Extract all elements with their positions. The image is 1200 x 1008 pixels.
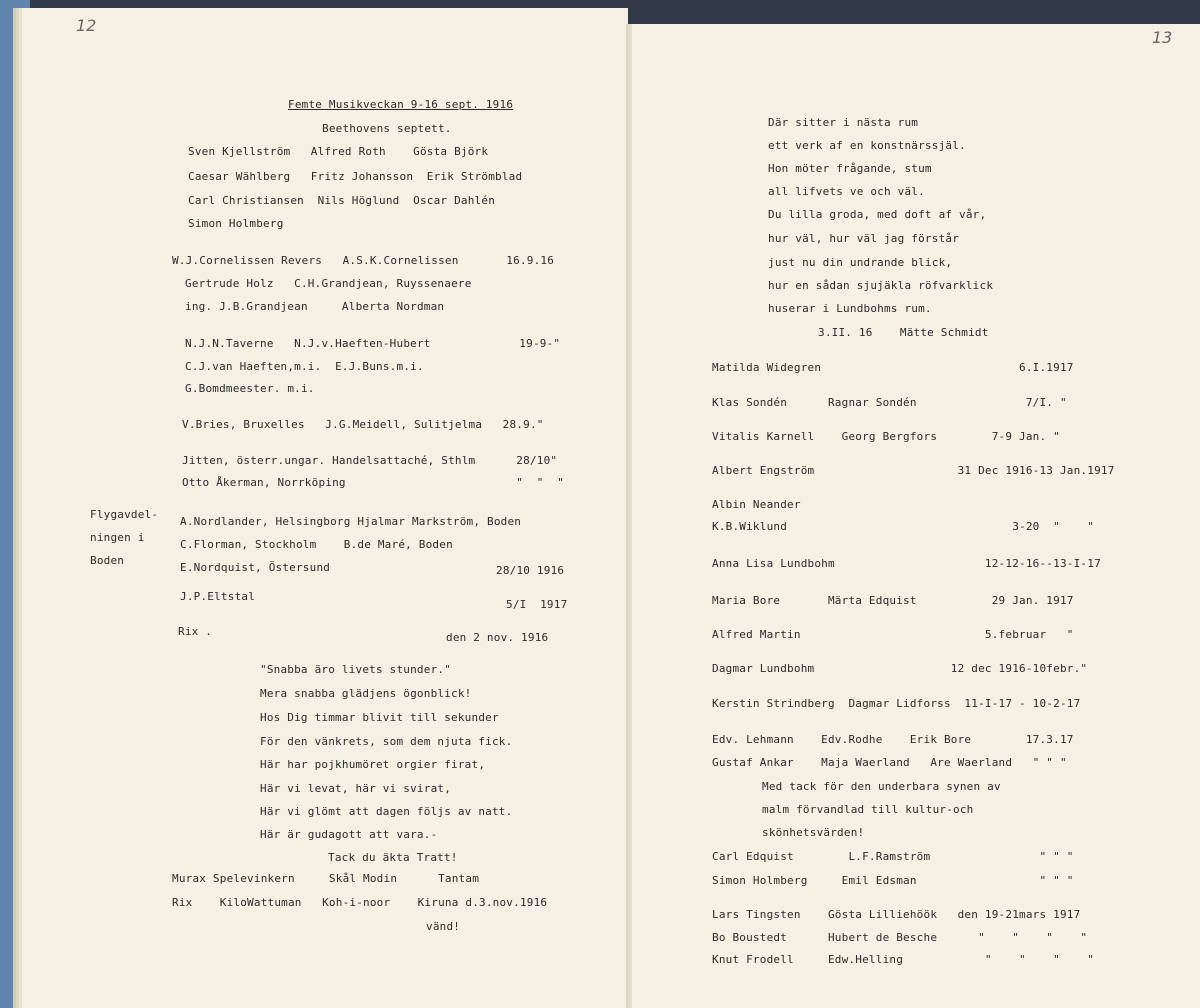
margin-note: Flygavdel- [90,508,159,521]
guest-entry: K.B.Wiklund 3-20 " " [712,520,1095,533]
text-line: V.Bries, Bruxelles J.G.Meidell, Sulitjelma 28.9." [182,418,544,431]
text-line: E.Nordquist, Östersund [180,561,331,574]
guest-entry: Alfred Martin 5.februar " [712,628,1074,641]
poem-line: Hon möter frågande, stum [768,162,932,175]
poem-line: Du lilla groda, med doft af vår, [768,208,987,221]
margin-note: ningen i [90,531,145,544]
guest-entry: Bo Boustedt Hubert de Besche " " " " [712,931,1088,944]
poem-line: "Snabba äro livets stunder." [260,663,452,676]
signature-line: Murax Spelevinkern Skål Modin Tantam [172,872,480,885]
guest-entry: Vitalis Karnell Georg Bergfors 7-9 Jan. " [712,430,1060,443]
guest-entry: Kerstin Strindberg Dagmar Lidforss 11-I-17 - 10-2-17 [712,697,1081,710]
text-line: Rix . [178,625,213,638]
text-line: vänd! [426,920,461,933]
poem-line: Här är gudagott att vara.- [260,828,438,841]
text-line: Simon Holmberg [188,217,284,230]
text-line: 5/I 1917 [506,598,568,611]
text-line: Beethovens septett. [322,122,452,135]
poem-line: huserar i Lundbohms rum. [768,302,932,315]
poem-line: Mera snabba glädjens ögonblick! [260,687,472,700]
text-line: A.Nordlander, Helsingborg Hjalmar Markström, Boden [180,515,522,528]
text-line: Sven Kjellström Alfred Roth Gösta Björk [188,145,489,158]
poem-line: hur en sådan sjujäkla röfvarklick [768,279,994,292]
guest-entry: Gustaf Ankar Maja Waerland Are Waerland " " " [712,756,1067,769]
guest-entry: Lars Tingsten Gösta Lilliehöök den 19-21mars 1917 [712,908,1081,921]
poem-line: malm förvandlad till kultur-och [762,803,974,816]
signature-line: Rix KiloWattuman Koh-i-noor Kiruna d.3.nov.1916 [172,896,548,909]
signature-line: 3.II. 16 Mätte Schmidt [818,326,989,339]
guest-entry: Albert Engström 31 Dec 1916-13 Jan.1917 [712,464,1115,477]
text-line: Carl Christiansen Nils Höglund Oscar Dahlén [188,194,496,207]
text-line: J.P.Eltstal [180,590,256,603]
text-line: Otto Åkerman, Norrköping " " " [182,476,565,489]
poem-line: hur väl, hur väl jag förstår [768,232,960,245]
poem-line: Tack du äkta Tratt! [328,851,458,864]
guest-entry: Matilda Widegren 6.I.1917 [712,361,1074,374]
left-page-number: 12 [76,16,97,35]
text-line: den 2 nov. 1916 [446,631,549,644]
right-page [632,24,1200,1008]
text-line: Jitten, österr.ungar. Handelsattaché, Sthlm 28/10" [182,454,558,467]
page-title: Femte Musikveckan 9-16 sept. 1916 [288,98,514,111]
text-line: C.Florman, Stockholm B.de Maré, Boden [180,538,453,551]
text-line: Gertrude Holz C.H.Grandjean, Ruyssenaere [185,277,472,290]
margin-note: Boden [90,554,125,567]
text-line: C.J.van Haeften,m.i. E.J.Buns.m.i. [185,360,424,373]
guest-entry: Dagmar Lundbohm 12 dec 1916-10febr." [712,662,1088,675]
poem-line: Där sitter i nästa rum [768,116,919,129]
poem-line: ett verk af en konstnärssjäl. [768,139,966,152]
text-line: W.J.Cornelissen Revers A.S.K.Cornelissen 16.9.16 [172,254,555,267]
guest-entry: Simon Holmberg Emil Edsman " " " [712,874,1074,887]
guest-entry: Albin Neander [712,498,801,511]
guest-entry: Klas Sondén Ragnar Sondén 7/I. " [712,396,1067,409]
poem-line: just nu din undrande blick, [768,256,953,269]
poem-line: Med tack för den underbara synen av [762,780,1001,793]
poem-line: all lifvets ve och väl. [768,185,925,198]
poem-line: För den vänkrets, som dem njuta fick. [260,735,513,748]
right-page-number: 13 [1152,28,1173,47]
text-line: Caesar Wählberg Fritz Johansson Erik Strömblad [188,170,523,183]
text-line: ing. J.B.Grandjean Alberta Nordman [185,300,445,313]
poem-line: Här vi levat, här vi svirat, [260,782,452,795]
left-page [22,8,628,1008]
text-line: 28/10 1916 [496,564,565,577]
poem-line: Här har pojkhumöret orgier firat, [260,758,486,771]
guest-entry: Maria Bore Märta Edquist 29 Jan. 1917 [712,594,1074,607]
text-line: N.J.N.Taverne N.J.v.Haeften-Hubert 19-9-" [185,337,561,350]
poem-line: Här vi glömt att dagen följs av natt. [260,805,513,818]
poem-line: Hos Dig timmar blivit till sekunder [260,711,499,724]
guest-entry: Anna Lisa Lundbohm 12-12-16--13-I-17 [712,557,1101,570]
text-line: G.Bomdmeester. m.i. [185,382,315,395]
guest-entry: Carl Edquist L.F.Ramström " " " [712,850,1074,863]
guest-entry: Edv. Lehmann Edv.Rodhe Erik Bore 17.3.17 [712,733,1074,746]
guest-entry: Knut Frodell Edw.Helling " " " " [712,953,1095,966]
poem-line: skönhetsvärden! [762,826,865,839]
